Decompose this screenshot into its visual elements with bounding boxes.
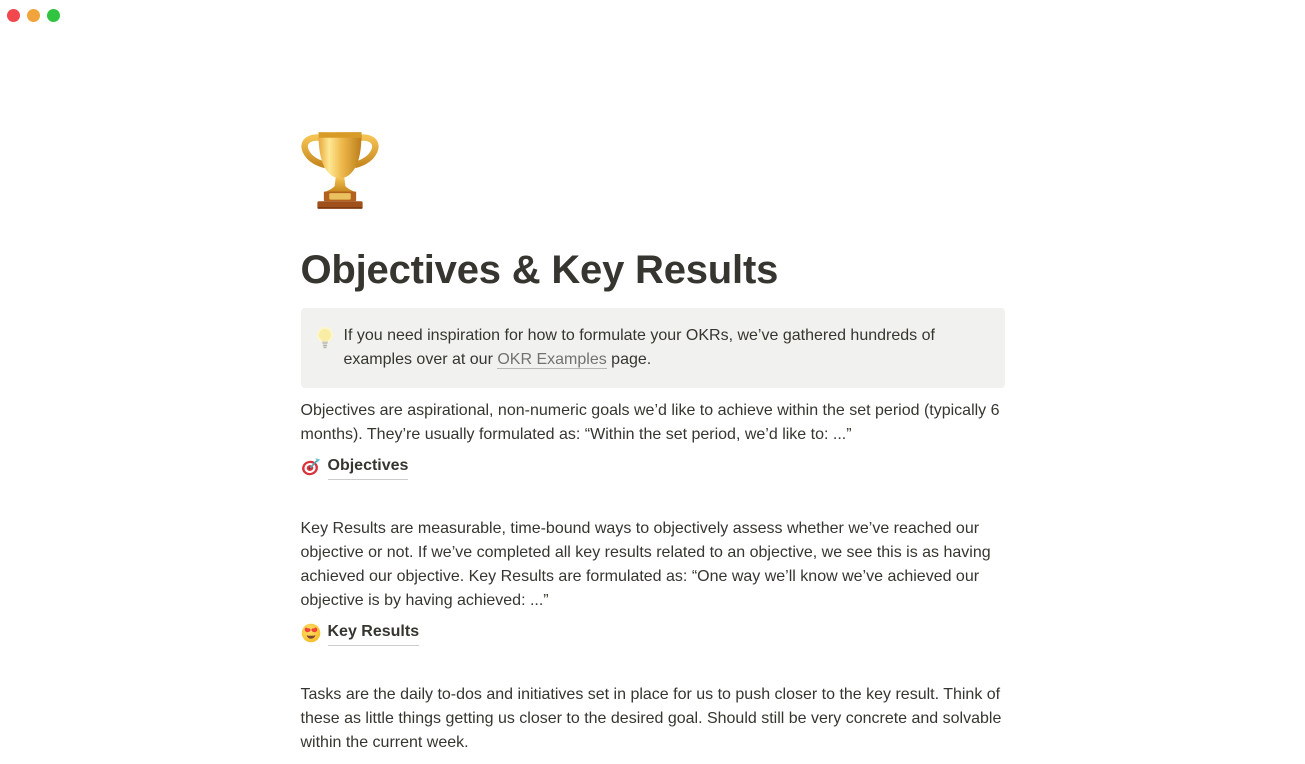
callout-text-before: If you need inspiration for how to formulate your OKRs, we’ve gathered hundreds of examples over at our: [343, 327, 935, 368]
page-link-objectives[interactable]: [301, 451, 409, 483]
close-button[interactable]: [7, 9, 20, 22]
minimize-button[interactable]: [27, 9, 40, 22]
callout[interactable]: [301, 308, 1005, 388]
paragraph-objectives[interactable]: Objectives are aspirational, non-numeric goals we’d like to achieve within the set period (typically 6 months). They’re usually formulated as: “Within the set period, we’d like to: ...”: [300, 402, 1000, 443]
page-link-label: Objectives: [328, 454, 409, 480]
paragraph-key-results[interactable]: Key Results are measurable, time-bound ways to objectively assess whether we’ve reached our objective or not. If we’ve completed all key results related to an objective, we see this is as having achieved our objective. Key Results are formulated as: “One way we’ll know we’ve achieved our objective is by having achieved: ...”: [300, 520, 991, 609]
window-controls: [7, 9, 60, 22]
callout-text-after: page.: [606, 351, 652, 368]
callout-text: [344, 324, 989, 372]
page-content: [301, 0, 1005, 758]
empty-paragraph[interactable]: [301, 483, 1005, 513]
page-link-label: Key Results: [328, 620, 420, 646]
heart-eyes-icon: [301, 623, 321, 643]
light-bulb-icon: [315, 325, 335, 351]
trophy-icon: [301, 128, 1005, 212]
page-icon[interactable]: [301, 128, 1005, 212]
paragraph-tasks[interactable]: Tasks are the daily to-dos and initiatives set in place for us to push closer to the key result. Think of these as little things getting us closer to the desired goal. Should still be very concrete and solvable within the current week.: [300, 686, 1002, 751]
zoom-button[interactable]: [47, 9, 60, 22]
page-link-key-results[interactable]: [301, 617, 420, 649]
page-title[interactable]: Objectives & Key Results: [300, 248, 779, 292]
dart-icon: [301, 457, 321, 477]
okr-examples-link[interactable]: OKR Examples: [497, 351, 607, 368]
empty-paragraph[interactable]: [301, 649, 1005, 679]
